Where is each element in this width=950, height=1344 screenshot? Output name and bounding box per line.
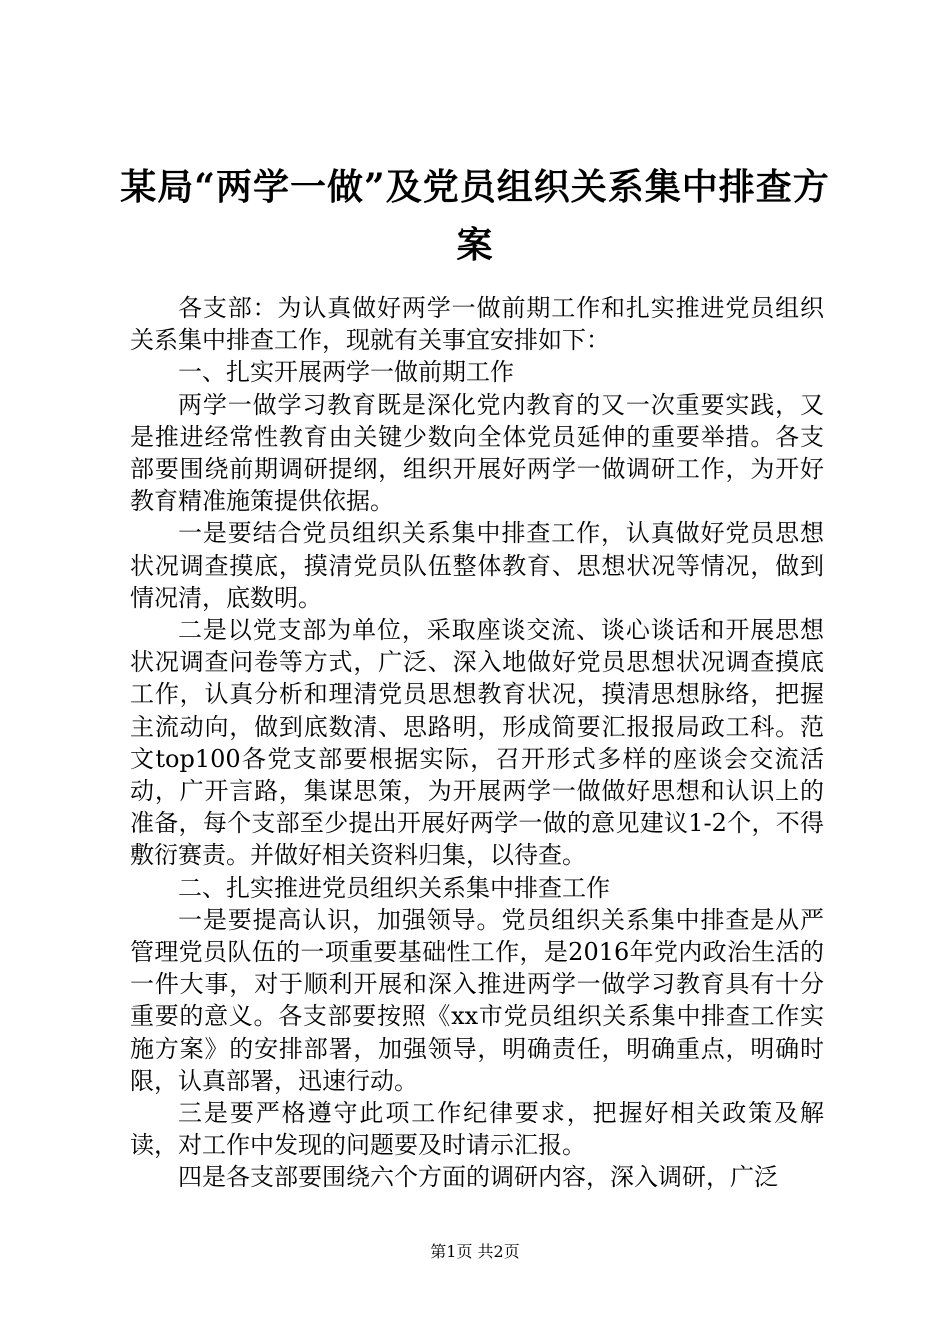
paragraph: 两学一做学习教育既是深化党内教育的又一次重要实践，又是推进经常性教育由关键少数向全体党员延伸的重要举措。各支部要围绕前期调研提纲，组织开展好两学一做调研工作，为开好教育精准施策提供依据。: [130, 390, 824, 516]
paragraph: 二是以党支部为单位，采取座谈交流、谈心谈话和开展思想状况调查问卷等方式，广泛、深入地做好党员思想状况调查摸底工作，认真分析和理清党员思想教育状况，摸清思想脉络，把握主流动向，做到底数清、思路明，形成简要汇报报局政工科。范文top100各党支部要根据实际，召开形式多样的座谈会交流活动，广开言路，集谋思策，为开展两学一做做好思想和认识上的准备，每个支部至少提出开展好两学一做的意见建议1-2个，不得敷衍赛责。并做好相关资料归集，以待查。: [130, 616, 824, 870]
document-title: 某局“两学一做”及党员组织关系集中排查方案: [120, 166, 830, 266]
paragraph-salutation: 各支部：为认真做好两学一做前期工作和扎实推进党员组织关系集中排查工作，现就有关事宜安排如下：: [130, 294, 824, 355]
document-body: [130, 292, 824, 1194]
paragraph: 一是要结合党员组织关系集中排查工作，认真做好党员思想状况调查摸底，摸清党员队伍整体教育、思想状况等情况，做到情况清，底数明。: [130, 519, 824, 612]
page-footer: 第1页 共2页: [430, 1242, 520, 1261]
paragraph: 一是要提高认识，加强领导。党员组织关系集中排查是从严管理党员队伍的一项重要基础性工作，是2016年党内政治生活的一件大事，对于顺利开展和深入推进两学一做学习教育具有十分重要的意义。各支部要按照《xx市党员组织关系集中排查工作实施方案》的安排部署，加强领导，明确责任，明确重点，明确时限，认真部署，迅速行动。: [130, 905, 824, 1095]
paragraph: 四是各支部要围绕六个方面的调研内容，深入调研，广泛: [178, 1163, 778, 1192]
section-heading-2: 二、扎实推进党员组织关系集中排查工作: [178, 873, 610, 902]
paragraph: 三是要严格遵守此项工作纪律要求，把握好相关政策及解读，对工作中发现的问题要及时请示汇报。: [130, 1099, 824, 1160]
section-heading-1: 一、扎实开展两学一做前期工作: [178, 358, 514, 387]
